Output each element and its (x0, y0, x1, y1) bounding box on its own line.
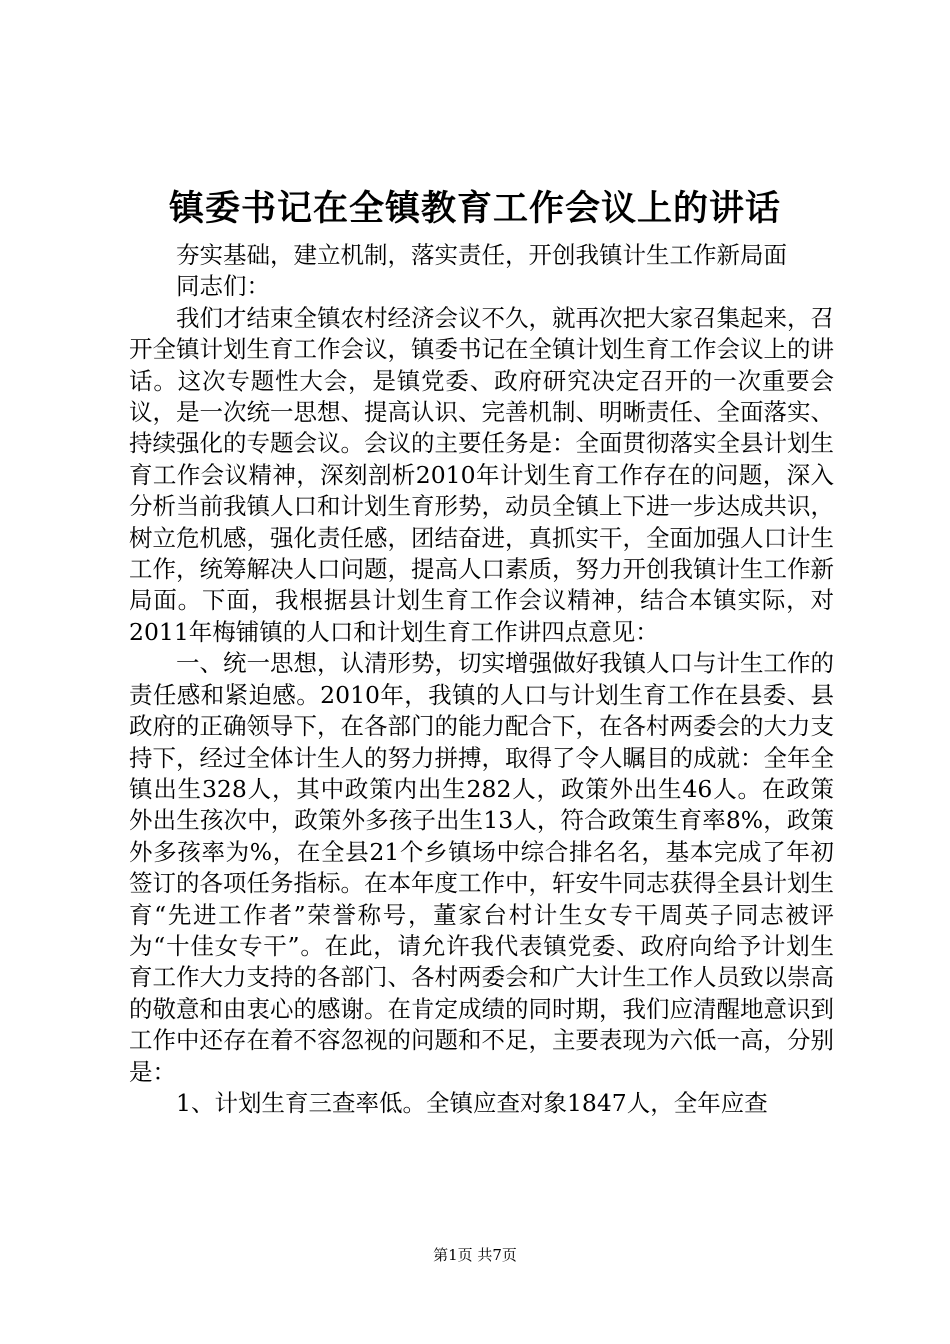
body-paragraph: 1、计划生育三查率低。全镇应查对象1847人，全年应查 (176, 1088, 768, 1117)
salutation-paragraph: 同志们： (176, 272, 270, 301)
subtitle-paragraph: 夯实基础，建立机制，落实责任，开创我镇计生工作新局面 (176, 241, 787, 269)
body-paragraph: 一、统一思想，认清形势，切实增强做好我镇人口与计生工作的责任感和紧迫感。2010年，我镇的人口与计划生育工作在县委、县政府的正确领导下，在各部门的能力配合下，在各村两委会的大力支持下，经过全体计生人的努力拼搏，取得了令人瞩目的成就：全年全镇出生328人，其中政策内出生282人，政策外出生46人。在政策外出生孩次中，政策外多孩子出生13人，符合政策生育率8%，政策外多孩率为%，在全县21个乡镇场中综合排名名，基本完成了年初签订的各项任务指标。在本年度工作中，轩安牛同志获得全县计划生育“先进工作者”荣誉称号，董家台村计生女专干周英子同志被评为“十佳女专干”。在此，请允许我代表镇党委、政府向给予计划生育工作大力支持的各部门、各村两委会和广大计生工作人员致以崇高的敬意和由衷心的感谢。在肯定成绩的同时期，我们应清醒地意识到工作中还存在着不容忽视的问题和不足，主要表现为六低一高，分别是： (129, 649, 834, 1086)
page-footer: 第1页 共7页 (433, 1246, 517, 1264)
document-title: 镇委书记在全镇教育工作会议上的讲话 (168, 188, 781, 229)
document-body (129, 240, 834, 1119)
body-paragraph: 我们才结束全镇农村经济会议不久，就再次把大家召集起来，召开全镇计划生育工作会议，镇委书记在全镇计划生育工作会议上的讲话。这次专题性大会，是镇党委、政府研究决定召开的一次重要会议，是一次统一思想、提高认识、完善机制、明晰责任、全面落实、持续强化的专题会议。会议的主要任务是：全面贯彻落实全县计划生育工作会议精神，深刻剖析2010年计划生育工作存在的问题，深入分析当前我镇人口和计划生育形势，动员全镇上下进一步达成共识，树立危机感，强化责任感，团结奋进，真抓实干，全面加强人口计生工作，统筹解决人口问题，提高人口素质，努力开创我镇计生工作新局面。下面，我根据县计划生育工作会议精神，结合本镇实际，对2011年梅铺镇的人口和计划生育工作讲四点意见： (129, 303, 834, 646)
